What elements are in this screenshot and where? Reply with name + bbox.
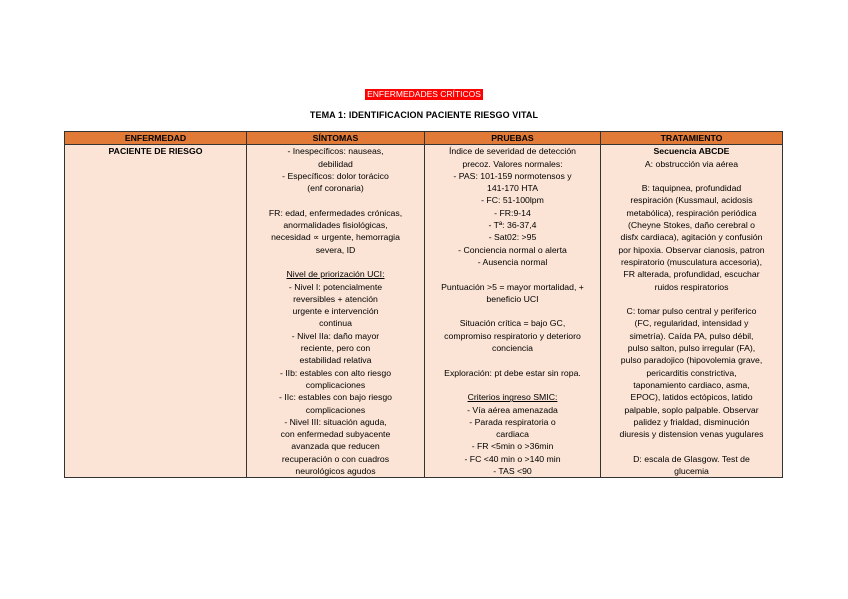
sintomas-line: neurológicos agudos [295,466,376,477]
pruebas-line: Puntuación >5 = mayor mortalidad, + [441,281,584,292]
tratamiento-line: A: obstrucción via aérea [644,158,739,169]
sintomas-line: debilidad [318,158,353,169]
sintomas-line: recuperación o con cuadros [281,453,390,464]
tratamiento-line: pulso salton, pulso irregular (FA), [627,343,756,354]
pruebas-line: - TAS <90 [493,466,532,477]
sintomas-line: - Nivel III: situación aguda, [284,416,387,427]
sintomas-line: - IIc: estables con bajo riesgo [279,392,392,403]
document-label [0,84,848,102]
tratamiento-line: pulso paradojico (hipovolemia grave, [620,355,763,366]
tratamiento-line: B: taquipnea, profundidad [641,183,742,194]
pruebas-line: conciencia [491,343,534,354]
sintomas-line: FR: edad, enfermedades crónicas, [268,207,403,218]
sintomas-line: complicaciones [305,404,366,415]
document-title: TEMA 1: IDENTIFICACION PACIENTE RIESGO VITAL [309,110,539,120]
document-label-text: ENFERMEDADES CRÍTICOS [367,89,481,99]
disease-cell: PACIENTE DE RIESGO [65,145,247,478]
sintomas-line: continua [319,318,352,329]
tratamiento-line [603,170,780,182]
pruebas-line: Exploración: pt debe estar sin ropa. [444,367,581,378]
pruebas-line: - Parada respiratoria o [469,416,556,427]
tratamiento-line: FR alterada, profundidad, escuchar [623,269,760,280]
tratamiento-line: Secuencia ABCDE [653,146,730,157]
tratamiento-line: palpable, soplo palpable. Observar [624,404,759,415]
pruebas-line: - PAS: 101-159 normotensos y [453,170,572,181]
pruebas-line: Índice de severidad de detección [448,146,577,157]
pruebas-line: - Ausencia normal [477,256,548,267]
tratamiento-line: EPOC), latidos ectópicos, latido [630,392,753,403]
tratamiento-line: (Cheyne Stokes, daño cerebral o [627,220,755,231]
pruebas-line: - Conciencia normal o alerta [458,244,567,255]
pruebas-line: - Vía aérea amenazada [467,404,558,415]
sintomas-cell [247,145,425,478]
tratamiento-line: ruidos respiratorios [654,281,729,292]
pruebas-line: compromiso respiratorio y deterioro [444,330,581,341]
disease-table [64,131,783,478]
sintomas-line: (enf coronaria) [307,183,364,194]
tratamiento-line: diuresis y distension venas yugulares [619,429,764,440]
sintomas-line: reciente, pero con [300,343,371,354]
tratamiento-line: metabólica), respiración periódica [626,207,757,218]
pruebas-line: Criterios ingreso SMIC: [467,392,558,403]
tratamiento-cell [601,145,783,478]
tratamiento-line: C: tomar pulso central y periferico [626,306,757,317]
pruebas-line: - FC: 51-100lpm [481,195,544,206]
tratamiento-line: glucemia [674,466,709,477]
tratamiento-line: respiratorio (musculatura accesoria), [621,256,762,267]
table-header-row [65,132,783,145]
sintomas-line: - Específicos: dolor torácico [282,170,389,181]
pruebas-line: - Sat02: >95 [488,232,537,243]
sintomas-line: - Nivel I: potencialmente [288,281,383,292]
sintomas-line: - Inespecíficos: nauseas, [287,146,384,157]
sintomas-line [249,194,422,206]
sintomas-line: - Nivel IIa: daño mayor [291,330,380,341]
sintomas-line: severa, ID [315,244,356,255]
pruebas-line: Situación crítica = bajo GC, [459,318,566,329]
sintomas-line: anormalidades fisiológicas, [283,220,388,231]
tratamiento-line [603,440,780,452]
tratamiento-line: disfx cardiaca), agitación y confusión [620,232,763,243]
pruebas-line: - FR <5min o >36min [471,441,554,452]
sintomas-line: urgente e intervención [292,306,379,317]
tratamiento-line: respiración (Kussmaul, acidosis [630,195,753,206]
pruebas-line: 141-170 HTA [486,183,539,194]
sintomas-line: estabilidad relativa [299,355,372,366]
pruebas-line: precoz. Valores normales: [462,158,563,169]
pruebas-line [427,354,598,366]
sintomas-line: necesidad ∝ urgente, hemorragia [271,232,400,243]
pruebas-line: cardiaca [496,429,529,440]
table-row [65,145,783,478]
sintomas-line: reversibles + atención [293,293,378,304]
tratamiento-line: simetría). Caída PA, pulso débil, [629,330,754,341]
tratamiento-line: D: escala de Glasgow. Test de [633,453,750,464]
pruebas-cell [425,145,601,478]
header-enfermedad: ENFERMEDAD [65,132,247,145]
sintomas-line: Nivel de priorización UCI: [286,269,385,280]
pruebas-line: - FC <40 min o >140 min [464,453,561,464]
pruebas-line: beneficio UCI [486,293,539,304]
tratamiento-line [603,293,780,305]
pruebas-line [427,268,598,280]
header-sintomas: SÍNTOMAS [247,132,425,145]
sintomas-line [249,256,422,268]
sintomas-line: avanzada que reducen [291,441,380,452]
tratamiento-line: (FC, regularidad, intensidad y [634,318,749,329]
pruebas-line [427,305,598,317]
tratamiento-line: taponamiento cardiaco, asma, [633,379,750,390]
tratamiento-line: palidez y frialdad, disminución [633,416,750,427]
header-tratamiento: TRATAMIENTO [601,132,783,145]
pruebas-line: - Tª: 36-37,4 [488,220,537,231]
pruebas-line [427,379,598,391]
sintomas-line: con enfermedad subyacente [280,429,391,440]
pruebas-line: - FR:9-14 [494,207,531,218]
tratamiento-line: por hipoxia. Observar cianosis, patron [618,244,765,255]
sintomas-line: - IIb: estables con alto riesgo [279,367,392,378]
header-pruebas: PRUEBAS [425,132,601,145]
sintomas-line: complicaciones [305,379,366,390]
tratamiento-line: pericarditis constrictiva, [646,367,737,378]
